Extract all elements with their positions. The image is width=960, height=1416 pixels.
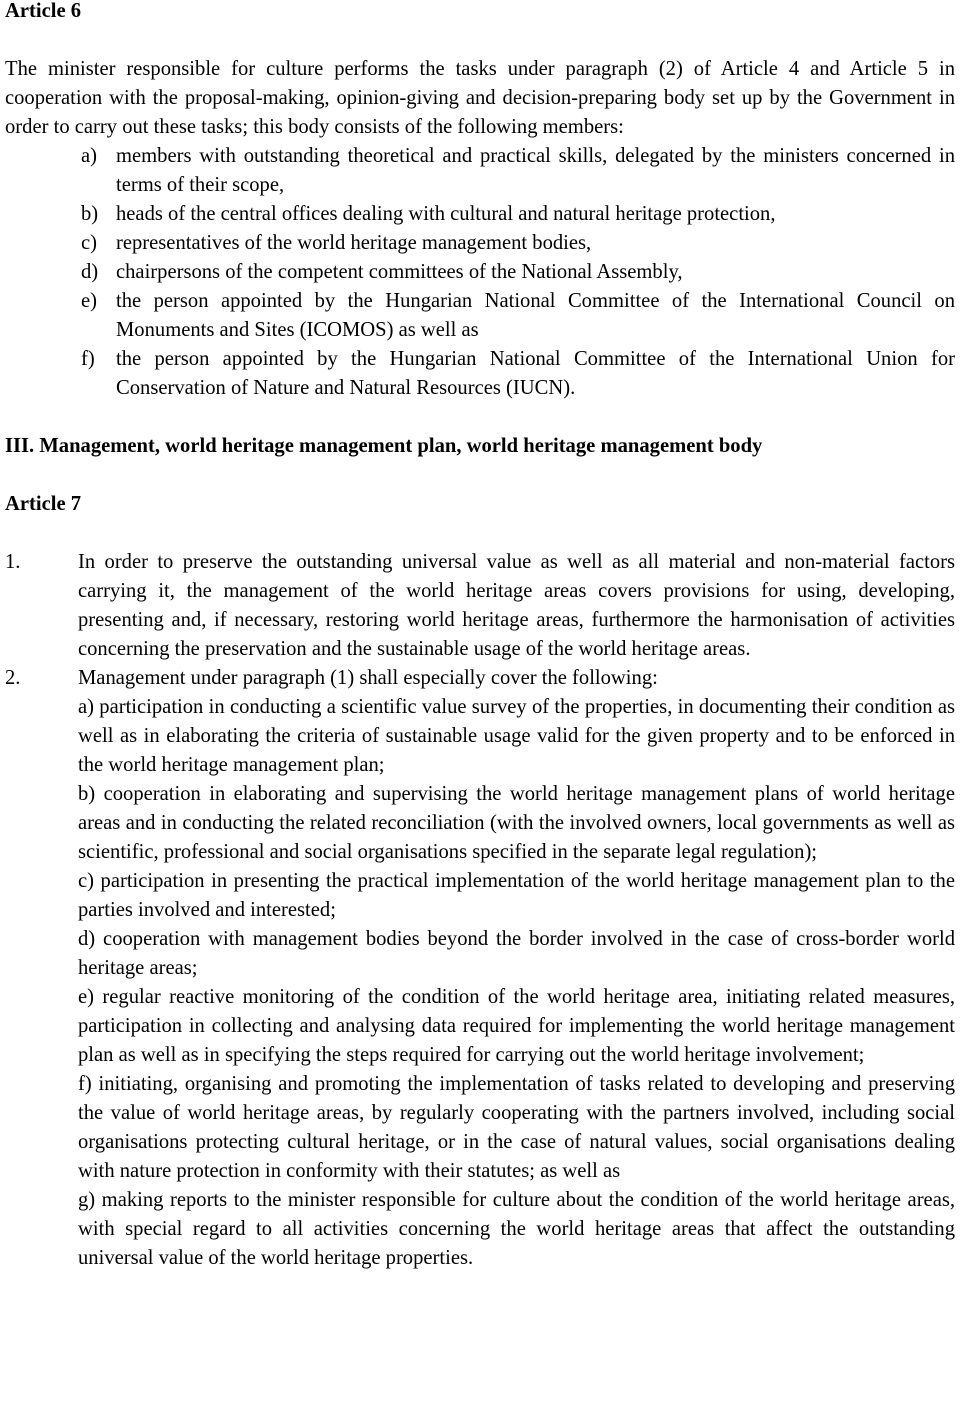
paragraph-text: In order to preserve the outstanding universal value as well as all material and non-material factors carrying it, the management of the world heritage areas covers provisions for using, developing, presenting and, if necessary, restoring world heritage areas, furthermore the harmonisation of activities concerning the preservation and the sustainable usage of the world heritage areas. <box>78 551 955 660</box>
list-item-text: representatives of the world heritage management bodies, <box>116 232 592 254</box>
list-item <box>5 229 955 258</box>
list-marker: f) <box>81 348 95 370</box>
spacer <box>5 461 955 490</box>
list-item: a) participation in conducting a scientific value survey of the properties, in documenting their condition as well as in elaborating the criteria of sustainable usage valid for the given property and to be enforced in the world heritage management plan; <box>78 696 955 776</box>
paragraph-number: 1. <box>5 551 21 573</box>
list-item-text: the person appointed by the Hungarian National Committee of the International Council on Monuments and Sites (ICOMOS) as well as <box>116 290 955 341</box>
list-item-text: members with outstanding theoretical and practical skills, delegated by the ministers concerned in terms of their scope, <box>116 145 955 196</box>
list-item: c) participation in presenting the practical implementation of the world heritage management plan to the parties involved and interested; <box>78 870 955 921</box>
article-6-heading: Article 6 <box>5 0 82 22</box>
list-item <box>5 200 955 229</box>
list-item: e) regular reactive monitoring of the condition of the world heritage area, initiating related measures, participation in collecting and analysing data required for implementing the world heritage management plan as well as in specifying the steps required for carrying out the world heritage involvement; <box>78 986 955 1066</box>
paragraph-number: 2. <box>5 667 21 689</box>
article-7-heading: Article 7 <box>5 493 82 515</box>
list-marker: a) <box>81 145 97 167</box>
list-item <box>5 142 955 200</box>
list-item-text: the person appointed by the Hungarian National Committee of the International Union for Conservation of Nature and Natural Resources (IUCN). <box>116 348 955 399</box>
paragraph-2 <box>5 664 955 1273</box>
section-3-heading: III. Management, world heritage management plan, world heritage management body <box>5 435 763 457</box>
list-item: g) making reports to the minister responsible for culture about the condition of the world heritage areas, with special regard to all activities concerning the world heritage areas that affect the outstanding universal value of the world heritage properties. <box>78 1189 955 1269</box>
list-marker: c) <box>81 232 97 254</box>
article-6-member-list <box>5 142 955 403</box>
list-item-text: chairpersons of the competent committees of the National Assembly, <box>116 261 683 283</box>
list-marker: d) <box>81 261 99 283</box>
spacer <box>5 26 955 55</box>
list-marker: e) <box>81 290 97 312</box>
document-page <box>5 0 955 1273</box>
list-item: b) cooperation in elaborating and supervising the world heritage management plans of world heritage areas and in conducting the related reconciliation (with the involved owners, local governments as well as scientific, professional and social organisations specified in the separate legal regulation); <box>78 783 955 863</box>
list-item <box>5 345 955 403</box>
list-item-text: heads of the central offices dealing with cultural and natural heritage protection, <box>116 203 776 225</box>
spacer <box>5 403 955 432</box>
list-marker: b) <box>81 203 99 225</box>
list-item <box>5 258 955 287</box>
list-item: f) initiating, organising and promoting the implementation of tasks related to developing and preserving the value of world heritage areas, by regularly cooperating with the partners involved, including social organisations protecting cultural heritage, or in the case of natural values, social organisations dealing with nature protection in conformity with their statutes; as well as <box>78 1073 955 1182</box>
paragraph-text: Management under paragraph (1) shall especially cover the following: <box>78 667 658 689</box>
paragraph-1 <box>5 548 955 664</box>
article-6-intro: The minister responsible for culture performs the tasks under paragraph (2) of Article 4 and Article 5 in cooperation with the proposal-making, opinion-giving and decision-preparing body set up by the Government in order to carry out these tasks; this body consists of the following members: <box>5 58 955 138</box>
list-item <box>5 287 955 345</box>
spacer <box>5 519 955 548</box>
list-item: d) cooperation with management bodies beyond the border involved in the case of cross-border world heritage areas; <box>78 928 955 979</box>
